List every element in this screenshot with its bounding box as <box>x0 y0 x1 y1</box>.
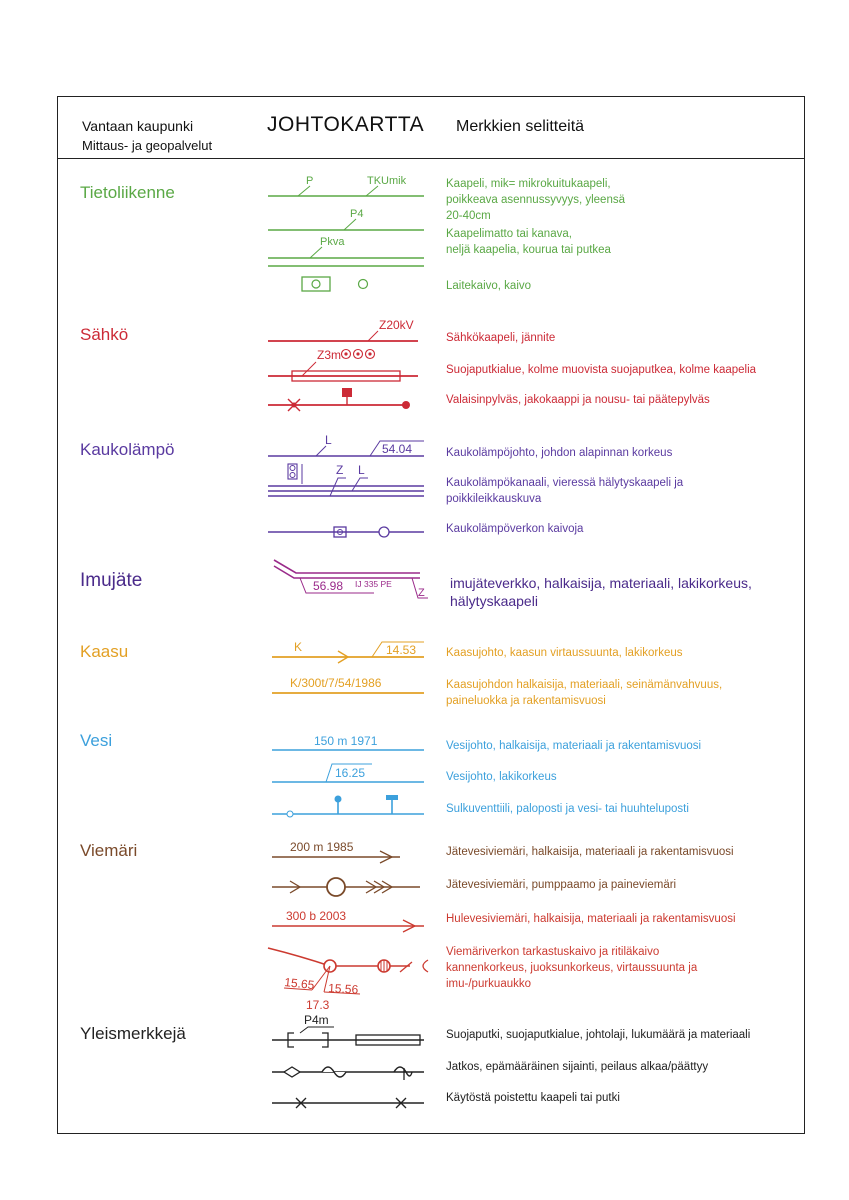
label-sahko-z20kv: Z20kV <box>379 318 414 332</box>
label-viemari-e1: 15.65 <box>283 975 316 993</box>
label-yleis-p4m: P4m <box>304 1013 329 1027</box>
desc-kaasu-johto: Kaasujohto, kaasun virtaussuunta, lakikorkeus <box>446 647 683 659</box>
label-imu-elev: 56.98 <box>313 579 344 593</box>
viemari-inflow-line <box>268 948 330 966</box>
viemari-pumping-station <box>327 878 345 896</box>
label-sahko-z3m: Z3m <box>317 348 341 362</box>
desc-kauko-kaivot: Kaukolämpöverkon kaivoja <box>446 523 584 535</box>
desc-viemari-pumppaamo: Jätevesiviemäri, pumppaamo ja paineviemäri <box>446 879 677 891</box>
tieto-device-well-circle <box>312 280 320 288</box>
category-imujate: Imujäte <box>80 570 143 591</box>
desc-sahko-kaapeli: Sähkökaapeli, jännite <box>446 332 556 344</box>
yleis-joint <box>284 1067 300 1077</box>
desc-yleis-poistettu: Käytöstä poistettu kaapeli tai putki <box>446 1092 620 1104</box>
desc-yleis-suojaputki: Suojaputki, suojaputkialue, johtolaji, lukumäärä ja materiaali <box>446 1029 751 1041</box>
sahko-conduit-dot-2 <box>356 352 359 355</box>
tieto-leader-tkumik <box>366 186 378 196</box>
category-viemari: Viemäri <box>80 841 138 860</box>
sahko-symbols <box>268 331 418 411</box>
desc-vesi-venttiili: Sulkuventtiili, paloposti ja vesi- tai huuhteluposti <box>446 803 689 815</box>
org-department: Mittaus- ja geopalvelut <box>82 138 213 153</box>
vesi-hydrant <box>335 796 342 803</box>
label-kauko-l1: L <box>325 433 332 447</box>
tieto-device-well <box>302 277 330 291</box>
kauko-well-circle <box>379 527 389 537</box>
viemari-suction-opening <box>423 960 428 972</box>
yleis-symbols <box>272 1027 424 1108</box>
label-kaasu-elev: 14.53 <box>386 643 417 657</box>
kauko-leader-l <box>316 446 326 456</box>
viemari-outlet-stroke <box>400 962 412 972</box>
label-tieto-pkva: Pkva <box>320 236 345 248</box>
tieto-symbols <box>268 186 424 291</box>
desc-vesi-johto: Vesijohto, halkaisija, materiaali ja rakentamisvuosi <box>446 740 702 752</box>
desc-vesi-lakikorkeus: Vesijohto, lakikorkeus <box>446 771 557 783</box>
desc-tieto-kaapelimatto: Kaapelimatto tai kanava, neljä kaapelia, kourua tai putkea <box>446 228 611 256</box>
label-kaasu-spec: K/300t/7/54/1986 <box>290 676 382 690</box>
kauko-cross-section-pipe-1 <box>290 466 295 471</box>
category-vesi: Vesi <box>80 731 113 750</box>
legend-subtitle: Merkkien selitteitä <box>456 118 585 135</box>
sahko-leader-z3m <box>302 362 316 376</box>
label-tieto-p: P <box>306 175 314 187</box>
label-kaasu-k: K <box>294 640 303 654</box>
label-tieto-tkumik: TKUmik <box>367 175 407 187</box>
sahko-lamp-pole <box>292 403 297 408</box>
label-viemari-spec2: 300 b 2003 <box>286 909 347 923</box>
category-sahko: Sähkö <box>80 325 129 344</box>
desc-sahko-valaisin: Valaisinpylväs, jakokaappi ja nousu- tai päätepylväs <box>446 394 710 406</box>
category-tietoliikenne: Tietoliikenne <box>80 183 175 202</box>
category-kaukolampo: Kaukolämpö <box>80 440 175 459</box>
kauko-leader-l2 <box>352 478 368 491</box>
imu-pipe-line-2 <box>274 566 420 578</box>
vesi-flushpost <box>386 795 398 800</box>
desc-imujate: imujäteverkko, halkaisija, materiaali, lakikorkeus, hälytyskaapeli <box>450 575 752 609</box>
label-tieto-p4: P4 <box>350 208 364 220</box>
imu-symbols <box>274 560 428 598</box>
vesi-valve <box>287 811 293 817</box>
sahko-conduit-dot-3 <box>368 352 371 355</box>
org-name: Vantaan kaupunki <box>82 118 194 134</box>
desc-tieto-kaapeli: Kaapeli, mik= mikrokuitukaapeli, poikkeava asennussyvyys, yleensä 20-40cm <box>446 178 625 222</box>
vesi-symbols <box>272 750 424 817</box>
label-kauko-z: Z <box>336 463 344 477</box>
yleis-leader-p4m <box>300 1027 334 1033</box>
label-kauko-elev: 54.04 <box>382 442 413 456</box>
label-vesi-elev: 16.25 <box>335 766 366 780</box>
imu-pipe-line-1 <box>274 560 420 573</box>
sahko-cabinet <box>342 388 352 397</box>
label-imu-spec: IJ 335 PE <box>355 579 392 589</box>
desc-kauko-johto: Kaukolämpöjohto, johdon alapinnan korkeus <box>446 447 673 459</box>
sahko-conduit-dot-1 <box>344 352 347 355</box>
category-kaasu: Kaasu <box>80 642 129 661</box>
label-vesi-spec: 150 m 1971 <box>314 734 378 748</box>
desc-viemari-kaivot: Viemäriverkon tarkastuskaivo ja ritiläkaivo kannenkorkeus, juoksunkorkeus, virtaussuunta ja imu-/purkuaukko <box>446 946 698 990</box>
desc-tieto-laitekaivo: Laitekaivo, kaivo <box>446 280 532 292</box>
label-viemari-e3: 17.3 <box>306 998 330 1012</box>
kauko-leader-z <box>330 478 346 496</box>
label-kauko-l2: L <box>358 463 365 477</box>
yleis-uncertain-location <box>322 1067 346 1077</box>
tieto-leader-p4 <box>344 219 356 230</box>
tieto-well <box>359 280 368 289</box>
desc-kauko-kanaali: Kaukolämpökanaali, vieressä hälytyskaapeli ja poikkileikkauskuva <box>446 477 684 505</box>
map-title: JOHTOKARTTA <box>267 113 425 136</box>
category-yleismerkkeja: Yleismerkkejä <box>80 1024 186 1043</box>
label-imu-z: Z <box>418 587 425 599</box>
desc-sahko-suojaputki: Suojaputkialue, kolme muovista suojaputkea, kolme kaapelia <box>446 364 757 376</box>
tieto-leader-p <box>298 186 310 196</box>
kauko-cross-section <box>288 464 297 479</box>
kauko-cross-section-pipe-2 <box>290 473 295 478</box>
sahko-leader-voltage <box>368 331 378 341</box>
desc-yleis-jatkos: Jatkos, epämääräinen sijainti, peilaus alkaa/päättyy <box>446 1061 709 1073</box>
label-viemari-spec1: 200 m 1985 <box>290 840 354 854</box>
label-viemari-e2: 15.56 <box>327 981 359 997</box>
sahko-end-pole <box>402 401 410 409</box>
desc-viemari-jatevesi: Jätevesiviemäri, halkaisija, materiaali ja rakentamisvuosi <box>446 846 734 858</box>
desc-viemari-hulevesi: Hulevesiviemäri, halkaisija, materiaali ja rakentamisvuosi <box>446 913 736 925</box>
tieto-leader-pkva <box>310 247 322 258</box>
desc-kaasu-halkaisija: Kaasujohdon halkaisija, materiaali, seinämänvahvuus, paineluokka ja rakentamisvuosi <box>446 679 723 707</box>
